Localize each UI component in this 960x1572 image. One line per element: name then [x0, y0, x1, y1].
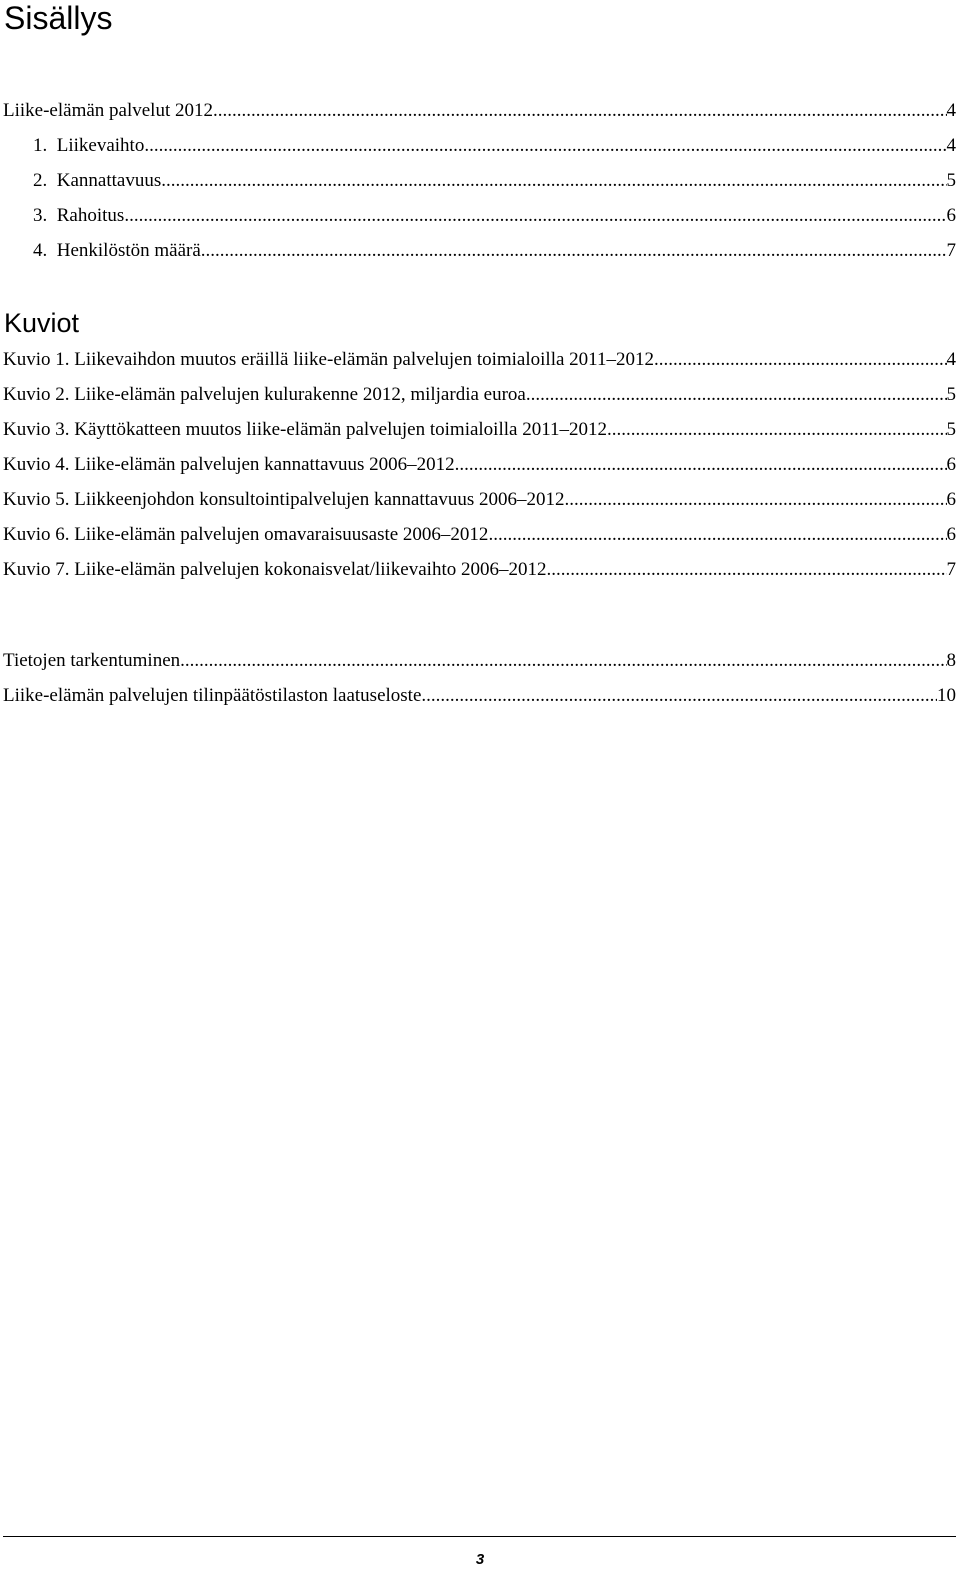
- toc-entry[interactable]: [3, 233, 956, 268]
- toc-entry[interactable]: [3, 678, 956, 713]
- toc-entry[interactable]: [3, 128, 956, 163]
- dot-leader: [526, 377, 947, 412]
- figure-entry-label: Kuvio 2. Liike-elämän palvelujen kulurakenne 2012, miljardia euroa: [3, 384, 526, 405]
- figure-entry[interactable]: [3, 342, 956, 377]
- figure-entry-page: 6: [946, 489, 956, 510]
- toc-entry[interactable]: [3, 643, 956, 678]
- figure-entry-label: Kuvio 1. Liikevaihdon muutos eräillä liike-elämän palvelujen toimialoilla 2011–2012: [3, 349, 654, 370]
- toc-entry-label: 1. Liikevaihto: [33, 135, 145, 156]
- figure-entry-label: Kuvio 4. Liike-elämän palvelujen kannattavuus 2006–2012: [3, 454, 455, 475]
- dot-leader: [213, 93, 947, 128]
- dot-leader: [607, 412, 946, 447]
- figure-entry-page: 7: [946, 559, 956, 580]
- toc-entry-page: 8: [946, 650, 956, 671]
- figure-entry[interactable]: [3, 447, 956, 482]
- toc-entry-label: Tietojen tarkentuminen: [3, 650, 181, 671]
- toc-entry-page: 4: [946, 100, 956, 121]
- table-of-contents: [3, 93, 956, 268]
- figures-heading: Kuviot: [4, 308, 80, 338]
- dot-leader: [564, 482, 946, 517]
- figure-entry-page: 6: [946, 524, 956, 545]
- toc-entry-page: 5: [946, 170, 956, 191]
- dot-leader: [421, 678, 937, 713]
- figure-entry-page: 5: [946, 419, 956, 440]
- figure-entry-label: Kuvio 5. Liikkeenjohdon konsultointipalvelujen kannattavuus 2006–2012: [3, 489, 565, 510]
- toc-entry-label: 4. Henkilöstön määrä: [33, 240, 201, 261]
- toc-entry-page: 7: [946, 240, 956, 261]
- dot-leader: [654, 342, 947, 377]
- figure-entry-page: 6: [946, 454, 956, 475]
- figure-entry[interactable]: [3, 412, 956, 447]
- figure-entry-page: 4: [946, 349, 956, 370]
- figure-entry[interactable]: [3, 482, 956, 517]
- toc-entry-label: 2. Kannattavuus: [33, 170, 162, 191]
- figure-entry[interactable]: [3, 517, 956, 552]
- figure-entry-label: Kuvio 3. Käyttökatteen muutos liike-elämän palvelujen toimialoilla 2011–2012: [3, 419, 608, 440]
- dot-leader: [488, 517, 946, 552]
- figure-entry[interactable]: [3, 552, 956, 587]
- figure-entry[interactable]: [3, 377, 956, 412]
- dot-leader: [201, 233, 947, 268]
- dot-leader: [180, 643, 946, 678]
- figure-entry-label: Kuvio 7. Liike-elämän palvelujen kokonaisvelat/liikevaihto 2006–2012: [3, 559, 547, 580]
- list-of-figures: [3, 342, 956, 587]
- dot-leader: [455, 447, 947, 482]
- dot-leader: [124, 198, 946, 233]
- toc-entry[interactable]: [3, 163, 956, 198]
- toc-entry-page: 4: [946, 135, 956, 156]
- page-number: 3: [475, 1551, 485, 1568]
- dot-leader: [144, 128, 946, 163]
- toc-entry-page: 10: [937, 685, 956, 706]
- dot-leader: [161, 163, 946, 198]
- dot-leader: [547, 552, 947, 587]
- toc-entry-page: 6: [946, 205, 956, 226]
- figure-entry-page: 5: [946, 384, 956, 405]
- toc-entry-label: Liike-elämän palvelut 2012: [3, 100, 213, 121]
- toc-entry[interactable]: [3, 93, 956, 128]
- toc-entry-label: Liike-elämän palvelujen tilinpäätöstilaston laatuseloste: [3, 685, 422, 706]
- footer-divider: [3, 1536, 956, 1537]
- toc-entry-label: 3. Rahoitus: [33, 205, 125, 226]
- page-title: Sisällys: [4, 0, 113, 36]
- appendix-contents: [3, 643, 956, 713]
- figure-entry-label: Kuvio 6. Liike-elämän palvelujen omavaraisuusaste 2006–2012: [3, 524, 489, 545]
- toc-entry[interactable]: [3, 198, 956, 233]
